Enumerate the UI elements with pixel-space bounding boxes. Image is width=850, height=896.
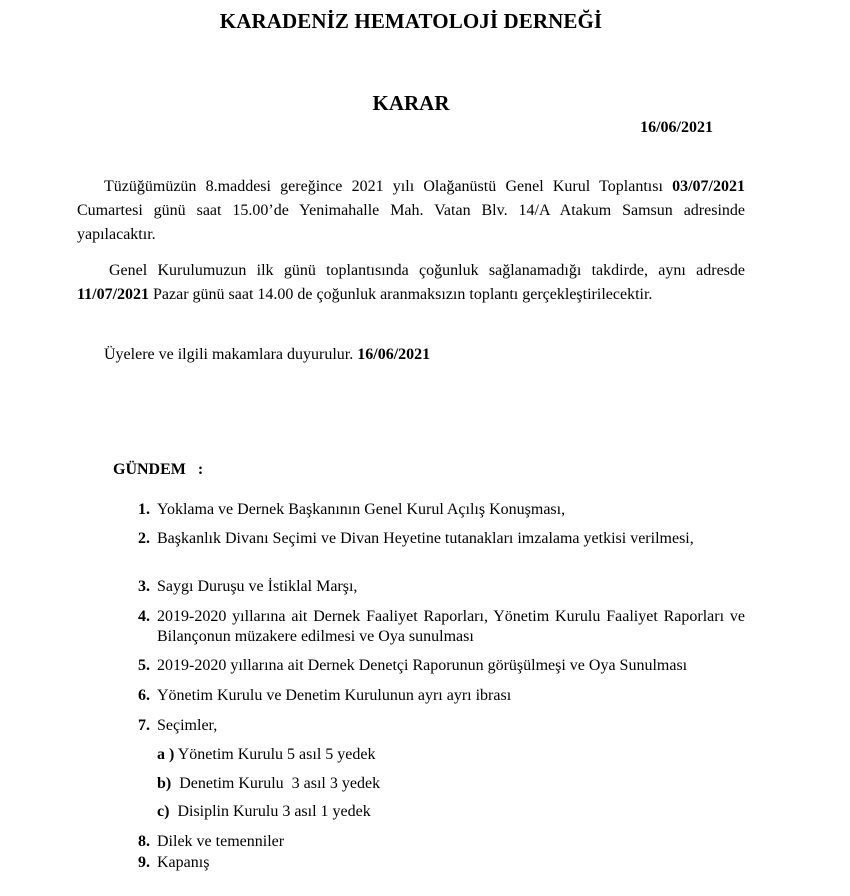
paragraph-text: Genel Kurulumuzun ilk günü toplantısında çoğunluk sağlanamadığı takdirde, aynı adresde [109,262,745,279]
agenda-heading: GÜNDEM : [113,461,204,478]
document-date: 16/06/2021 [640,119,713,136]
paragraph-meeting-announcement [77,175,745,247]
sub-item-label: c) [157,803,170,820]
agenda-item-text: Kapanış [157,854,210,871]
second-meeting-date: 11/07/2021 [77,286,150,303]
notice-date: 16/06/2021 [357,346,431,363]
agenda-item [120,500,745,520]
agenda-item-number: 9. [138,854,150,871]
agenda-sub-item [157,745,375,765]
agenda-item [120,832,745,852]
sub-item-text: Disiplin Kurulu 3 asıl 1 yedek [169,803,371,820]
organization-title: KARADENİZ HEMATOLOJİ DERNEĞİ [219,9,603,33]
agenda-item [120,577,745,597]
agenda-item-text: Dilek ve temenniler [157,833,285,850]
agenda-item-text: 2019-2020 yıllarına ait Dernek Denetçi Raporunun görüşülmeşi ve Oya Sunulması [157,657,688,674]
paragraph-text: Üyelere ve ilgili makamlara duyurulur. [104,346,358,363]
paragraph-text: Cumartesi günü saat 15.00’de Yenimahalle Mah. Vatan Blv. 14/A Atakum Samsun adresinde yapılacaktır. [77,202,745,243]
agenda-item [120,529,745,549]
agenda-item [120,716,745,736]
meeting-date: 03/07/2021 [672,178,745,195]
agenda-item-text: Başkanlık Divanı Seçimi ve Divan Heyetine tutanakları imzalama yetkisi verilmesi, [157,530,694,547]
agenda-item-text: Seçimler, [157,717,218,734]
agenda-item-number: 8. [138,833,150,850]
agenda-item [120,686,745,706]
agenda-item-number: 5. [138,657,150,674]
agenda-item [120,656,745,676]
paragraph-text: Tüzüğümüzün 8.maddesi gereğince 2021 yılı Olağanüstü Genel Kurul Toplantısı [104,178,673,195]
agenda-item-text: Saygı Duruşu ve İstiklal Marşı, [157,578,358,595]
agenda-item-number: 7. [138,717,150,734]
agenda-item-number: 2. [138,530,150,547]
sub-item-text: Yönetim Kurulu 5 asıl 5 yedek [174,746,376,763]
sub-item-text: Denetim Kurulu 3 asıl 3 yedek [171,775,381,792]
agenda-item-text: Yoklama ve Dernek Başkanının Genel Kurul Açılış Konuşması, [157,501,566,518]
paragraph-second-meeting [77,259,745,307]
agenda-item-number: 6. [138,687,150,704]
sub-item-label: a ) [157,746,175,763]
agenda-item [120,853,745,873]
agenda-item-text: 2019-2020 yıllarına ait Dernek Faaliyet Raporları, Yönetim Kurulu Faaliyet Raporları ve Bilançonun müzakere edilmesi ve Oya sunulması [157,608,745,645]
agenda-sub-item [157,802,371,822]
paragraph-text: Pazar günü saat 14.00 de çoğunluk aranmaksızın toplantı gerçekleştirilecektir. [149,286,653,303]
agenda-item-number: 1. [138,501,150,518]
paragraph-notice [77,343,745,367]
agenda-sub-item [157,774,380,794]
agenda-item-text: Yönetim Kurulu ve Denetim Kurulunun ayrı ayrı ibrası [157,687,512,704]
sub-item-label: b) [157,775,172,792]
agenda-item-number: 4. [138,608,150,625]
document-title: KARAR [372,91,450,115]
agenda-item [120,607,745,647]
agenda-item-number: 3. [138,578,150,595]
